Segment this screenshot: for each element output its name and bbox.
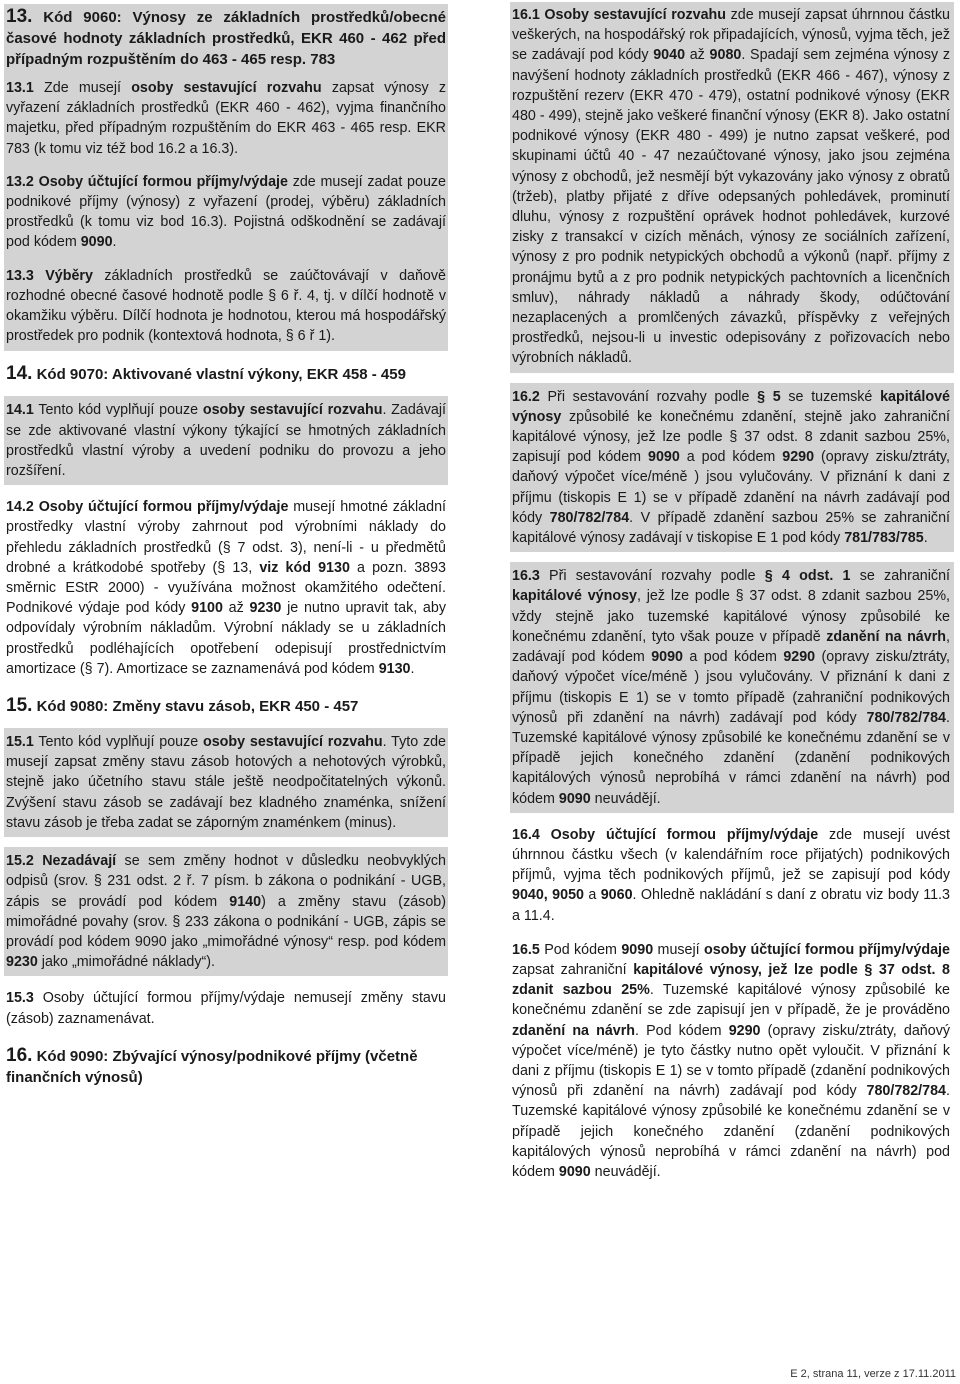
para-bold: 9090 <box>558 1163 591 1180</box>
section-number: 15. <box>6 695 33 717</box>
para-text: se zahraniční <box>850 568 951 585</box>
para-text: se tuzemské <box>780 388 881 405</box>
para-bold: Výběry <box>45 267 93 284</box>
para-text: . Pod kódem <box>635 1022 729 1039</box>
para-bold: 9090 <box>558 790 591 807</box>
paragraph-16-3 <box>512 566 950 808</box>
para-number: 13.3 <box>6 267 34 284</box>
para-number: 16.5 <box>512 941 540 958</box>
paragraph-14-2-block <box>4 485 448 679</box>
paragraph-13-1 <box>6 78 446 159</box>
para-text: Při sestavování rozvahy podle <box>539 568 765 585</box>
paragraph-14-2 <box>6 497 446 679</box>
para-text: Osoby účtující formou příjmy/výdaje nemusejí změny stavu (zásob) zaznamenávat. <box>6 990 446 1027</box>
para-bold: kapitálové výnosy <box>512 388 951 425</box>
para-bold: 9290 <box>728 1022 761 1039</box>
para-text: . <box>923 530 928 547</box>
paragraph-15-3-block <box>4 976 448 1028</box>
para-number: 15.1 <box>6 734 34 751</box>
para-number: 16.3 <box>512 568 540 585</box>
paragraph-16-5-block <box>510 926 954 1182</box>
section-number: 16. <box>6 1044 33 1066</box>
para-bold: osoby účtující formou příjmy/výdaje <box>704 941 950 958</box>
para-text: jako „mimořádné náklady“). <box>37 954 216 971</box>
para-text: (opravy zisku/ztráty, daňový výpočet více/méně ) jsou vylučovány. V přiznání k dani z příjmu (tiskopis E 1) se v tomto případě (zahraniční podnikových výnosů při zdanění na návrh) zadávají pod kódy <box>512 649 950 726</box>
section-title: Kód 9090: Zbývající výnosy/podnikové příjmy (včetně finančních výnosů) <box>6 1047 418 1086</box>
paragraph-15-2-block <box>4 847 448 976</box>
paragraph-16-1 <box>512 5 950 369</box>
para-text: (opravy zisku/ztráty, daňový výpočet více/méně) je tyto částky nutno opět vyloučit. V přiznání k dani z příjmu (tiskopis E 1) se v tomto případě (zdanění podnikových výnosů při zdanění na návrh) zadávají pod kódy <box>512 1022 950 1100</box>
left-column <box>4 0 448 1088</box>
para-text: , jež lze podle § 37 odst. 8 zdanit sazbou 25%, vždy stejně jako tuzemské kapitálové výnosy způsobilé ke konečnému zdanění, tyto však pouze v případě <box>512 588 951 645</box>
para-bold: 9230 <box>249 600 282 617</box>
para-text: . Tuzemské kapitálové výnosy způsobilé ke konečnému zdanění se v případě jejich konečného zdanění (zdanění podnikových kapitálových výnosů neprobíhá v rámci zdanění na návrh) pod kódem <box>512 709 950 807</box>
para-bold: 9040 <box>653 47 686 64</box>
para-bold: kapitálové výnosy <box>512 588 637 605</box>
section-title: Kód 9070: Aktivované vlastní výkony, EKR 458 - 459 <box>36 366 406 384</box>
section-14-heading-block <box>4 351 448 386</box>
section-number: 14. <box>6 363 33 385</box>
paragraph-16-4 <box>512 825 950 926</box>
para-text: Zde musejí <box>33 80 132 96</box>
para-bold: osoby sestavující rozvahu <box>203 734 383 751</box>
para-text: zde musejí uvést úhrnnou částku všech (v kalendářním roce přijatých) podnikových příjmů, vyjma těch podnikových příjmů, jež se zapisují pod kódy <box>512 826 950 884</box>
paragraph-16-2 <box>512 387 950 549</box>
para-bold: Osoby účtující formou příjmy/výdaje <box>550 826 819 843</box>
paragraph-16-1-block <box>510 2 954 373</box>
paragraph-14-1-block <box>4 396 448 485</box>
para-text: až <box>685 47 710 64</box>
para-bold: 9140 <box>229 893 262 910</box>
para-bold: kapitálové výnosy, jež lze podle § 37 odst. 8 zdanit sazbou 25% <box>512 961 950 999</box>
para-text: neuvádějí. <box>590 790 661 807</box>
para-text: způsobilé ke konečnému zdanění, stejně jako zahraniční kapitálové výnosy, jež lze podle § 37 odst. 8 zdanit sazbou 25%, zapisují pod kódem <box>512 408 950 466</box>
para-bold: zdanění na návrh <box>512 1022 636 1039</box>
para-text: . Ohledně nakládání s daní z obratu viz body 11.3 a 11.4. <box>512 887 950 924</box>
para-text: musejí hmotné základní prostředky vlastní výroby zahrnout pod výrobními náklady do přehledu základních prostředků (§ 7 odst. 3), není-li - u předmětů drobné a krátkodobé spotřeby (§ 13, <box>6 499 447 576</box>
para-bold: 9290 <box>782 449 815 466</box>
para-bold: 781/783/785 <box>844 530 924 547</box>
para-number: 15.3 <box>6 990 34 1007</box>
para-text: , zadávají pod kódem <box>512 628 950 666</box>
para-number: 13.2 <box>6 173 34 190</box>
para-bold: 9090 <box>648 449 680 466</box>
para-text: . Zadávají se zde aktivované vlastní výkony týkající se hmotných základních prostředků vlastní výroby a uvedení podniku do provozu a jeho rozšíření. <box>6 402 447 480</box>
para-bold: Osoby sestavující rozvahu <box>544 7 727 23</box>
para-bold: viz kód 9130 <box>259 559 350 576</box>
paragraph-13-3 <box>6 266 446 347</box>
para-text: zapsat výnosy z vyřazení základních prostředků (EKR 460 - 462), vyjma finančního majetku, před případným rozpuštěním do EKR 463 - 465 resp. EKR 783 (k tomu viz též bod 16.2 a 16.3). <box>6 80 446 157</box>
para-bold: 780/782/784 <box>866 709 947 726</box>
para-bold: 9090 <box>621 941 654 958</box>
paragraph-15-3 <box>6 988 446 1028</box>
paragraph-13-2 <box>6 172 446 253</box>
section-15-heading-block <box>4 679 448 718</box>
page-footer: E 2, strana 11, verze z 17.11.2011 <box>790 1368 956 1380</box>
paragraph-14-1 <box>6 400 446 481</box>
para-text: je nutno upravit tak, aby odpovídaly výrobním nákladům. Výrobní náklady se u základních prostředků podléhajících opotřebení odepisují prostřednictvím amortizace (§ 7). Amortizace se zaznamenává pod kódem <box>6 600 446 677</box>
para-number: 16.1 <box>512 7 540 23</box>
section-number: 13. <box>6 6 33 27</box>
para-bold: 9060 <box>600 887 633 904</box>
para-text: . V případě zdanění sazbou 25% se zahraniční kapitálové výnosy zadávají v tiskopise E 1 pod kódy <box>512 509 950 547</box>
paragraph-16-3-block <box>510 562 954 812</box>
para-number: 15.2 <box>6 853 34 870</box>
para-number: 13.1 <box>6 80 34 96</box>
para-text: . Tuzemské kapitálové výnosy způsobilé ke konečnému zdanění se zde zapisují jen v případě, že je prováděno <box>512 982 950 1019</box>
para-number: 14.2 <box>6 499 34 516</box>
para-text: základních prostředků se zaúčtovávají v daňově rozhodné obecné časové hodnotě podle § 6 ř. 4, tj. v dílčí hodnotě v okamžiku výběru. Dílčí hodnota je hodnotou, kterou má hospodářský prostředek pro podnik (kontextová hodnota, § 6 ř 1). <box>6 267 446 345</box>
paragraph-15-1 <box>6 732 446 833</box>
para-bold: 9230 <box>6 954 38 971</box>
section-title: Kód 9080: Změny stavu zásob, EKR 450 - 457 <box>36 698 359 716</box>
para-text: . Tuzemské kapitálové výnosy způsobilé ke konečnému zdanění se v případě jejich konečného zdanění (zdanění podnikových kapitálových výnosů neprobíhá v rámci zdanění na návrh) pod kódem <box>512 1083 950 1180</box>
para-text: . Spadají sem zejména výnosy z navýšení hodnoty základních prostředků (EKR 466 - 467), výnosy z rozpuštění rezerv (EKR 470 - 479), ostatní podnikové výnosy (EKR 480 - 499), stejně jako veškeré finanční výnosy (EKR 8). Jako ostatní podnikové výnosy (EKR 480 - 499) je nutno zapsat veškeré, pod skupinami účtů 40 - 47 nezaúčtované výnosy, jako jsou zejména výnosy z obchodů, jež nesmějí být vykazovány jako výnosy z obratů (tržeb), platby přijaté z dříve odepsaných pohledávek, prominutí dluhu, výnosy z rozpuštění oprávek hodnot pohledávek, kurzové zisky z transakcí v cizích měnách, výnosy ze sociálních zařízení, výnosy z pro podnik netypických obchodů a výkonů (např. příjmy z pronájmu bytů a z pro podnik netypických pachtovních a licenčních smluv), náhrady nákladů a náhrady škody, odúčtování nezaplacených a promlčených závazků, příspěvky z veřejných prostředků, nejsou-li u investic odepisovány z pořizovacích nebo výrobních nákladů. <box>512 47 951 367</box>
para-bold: 9080 <box>709 47 742 64</box>
paragraph-16-4-block <box>510 813 954 926</box>
para-bold: 780/782/784 <box>549 509 630 526</box>
para-number: 14.1 <box>6 402 34 419</box>
section-16-heading-block <box>4 1029 448 1088</box>
para-bold: Osoby účtující formou příjmy/výdaje <box>38 173 288 190</box>
para-text: (opravy zisku/ztráty, daňový výpočet více/méně ) jsou vylučovány. V přiznání k dani z příjmu (tiskopis E 1) se v případě zdanění na návrh zadávají pod kódy <box>512 449 950 526</box>
para-bold: § 5 <box>757 388 781 405</box>
para-text: Při sestavování rozvahy podle <box>539 388 758 405</box>
section-13-heading-block <box>4 4 448 351</box>
para-bold: Osoby účtující formou příjmy/výdaje <box>38 499 289 516</box>
para-text: a pozn. 3893 směrnic EStR 2000) - využívána možnost okamžitého odečtení. Podnikové výdaje pod kódy <box>6 559 446 617</box>
para-text: ) a změny stavu (zásob) mimořádné povahy (srov. § 233 zákona o podnikání - UGB, zápis se provádí pod kódem 9090 jako „mimořádné výnosy“ resp. pod kódem <box>6 893 446 950</box>
para-text: a pod kódem <box>683 649 784 666</box>
para-bold: 9090 <box>80 234 113 251</box>
para-text: se sem změny hodnot v důsledku neobvyklých odpisů (srov. § 231 odst. 2 ř. 7 písm. b zákona o podnikání - UGB, zápis se provádí pod kódem <box>6 853 446 910</box>
para-bold: 9130 <box>378 660 411 677</box>
para-text: a pod kódem <box>679 449 783 466</box>
para-text: Tento kód vyplňují pouze <box>33 734 203 751</box>
section-title: Kód 9060: Výnosy ze základních prostředků/obecné časové hodnoty základních prostředků, EKR 460 - 462 před případným rozpuštěním do 463 - 465 resp. 783 <box>6 9 446 68</box>
para-text: Tento kód vyplňují pouze <box>33 402 203 419</box>
para-text: zapsat zahraniční <box>512 961 634 978</box>
paragraph-16-5 <box>512 940 950 1182</box>
section-13-heading <box>6 6 446 70</box>
para-bold: 9100 <box>191 600 223 617</box>
para-bold: Nezadávají <box>42 853 117 870</box>
para-number: 16.4 <box>512 826 540 843</box>
para-text: zde musejí zadat pouze podnikové příjmy (výnosy) z vyřazení (prodej, výběru) základních prostředků (k tomu viz bod 16.3). Pojistná odškodnění se zadávají pod kódem <box>6 173 446 251</box>
para-bold: 9290 <box>783 649 816 666</box>
section-15-heading <box>6 695 446 718</box>
para-bold: osoby sestavující rozvahu <box>131 80 322 96</box>
paragraph-15-1-block <box>4 728 448 837</box>
para-text: . <box>410 660 415 677</box>
section-16-heading <box>6 1045 446 1088</box>
para-bold: 780/782/784 <box>866 1083 947 1100</box>
paragraph-16-2-block <box>510 383 954 553</box>
para-bold: 9090 <box>651 649 684 666</box>
para-bold: § 4 odst. 1 <box>764 568 851 585</box>
right-column <box>510 0 954 1182</box>
para-text: musejí <box>653 941 705 958</box>
para-bold: osoby sestavující rozvahu <box>202 402 383 419</box>
paragraph-15-2 <box>6 851 446 972</box>
para-bold: 9040, 9050 <box>512 887 584 904</box>
para-text: . <box>112 234 117 251</box>
para-number: 16.2 <box>512 388 540 405</box>
para-bold: zdanění na návrh <box>826 628 946 645</box>
para-text: . Tyto zde musejí zapsat změny stavu zásob hotových a nehotových výrobků, stejně jako účetního stavu stále ještě neodpočitatelných výkonů. Zvýšení stavu zásob se zadávají bez kladného znaménka, snížení stavu zásob je třeba zadat se záporným znaménkem (minus). <box>6 734 446 831</box>
para-text: až <box>222 600 250 617</box>
para-text: neuvádějí. <box>590 1163 661 1180</box>
section-14-heading <box>6 363 446 386</box>
para-text: a <box>583 887 601 904</box>
para-text: Pod kódem <box>539 941 622 958</box>
para-text: zde musejí zapsat úhrnnou částku veškerých, na hospodářský rok připadajících, výnosů, vyjma těch, jež se zadávají pod kódy <box>512 7 950 64</box>
